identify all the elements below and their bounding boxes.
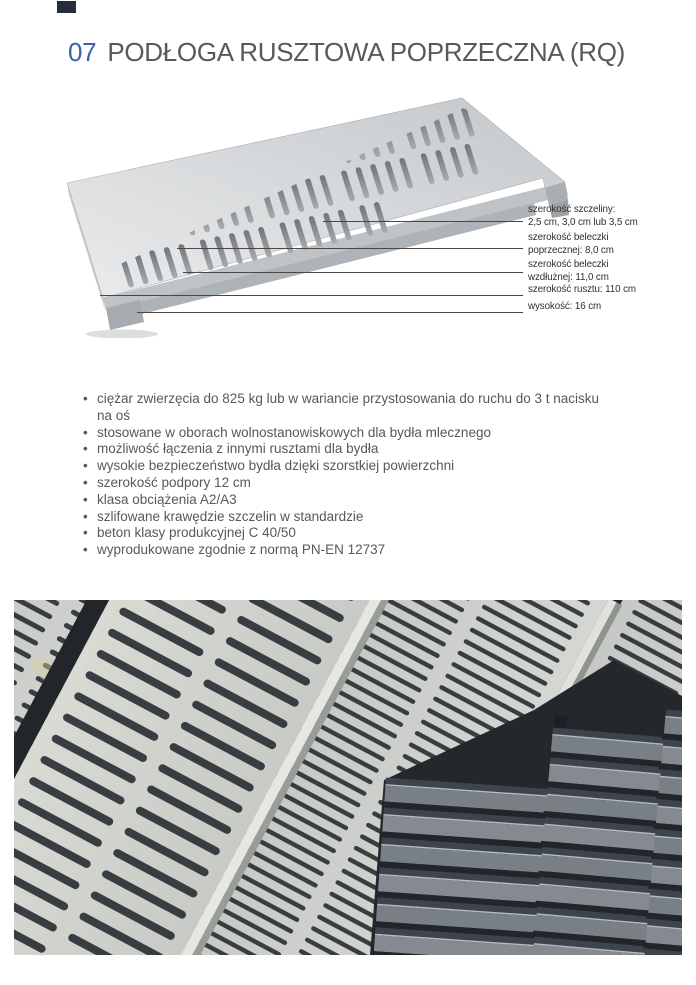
leader-line-4 [100, 295, 523, 296]
product-illustration [60, 88, 570, 338]
feature-item: • szerokość podpory 12 cm [80, 475, 609, 492]
feature-item: • wysokie bezpieczeństwo bydła dzięki szorstkiej powierzchni [80, 458, 609, 475]
corner-accent-square [57, 1, 76, 13]
callout-cross-beam [528, 232, 694, 258]
features-list [80, 391, 610, 559]
leader-line-5 [137, 312, 523, 313]
page-number: 07 [68, 37, 97, 67]
callout-text: szerokość beleczki [528, 232, 609, 243]
callout-text: szerokość beleczki [528, 259, 609, 270]
callout-text: szerokość rusztu: 110 cm [528, 284, 636, 295]
stack-column-1 [369, 777, 557, 955]
feature-item: • szlifowane krawędzie szczelin w standardzie [80, 509, 609, 526]
leader-line-1 [323, 221, 523, 222]
product-photo [14, 600, 682, 955]
feature-item: • ciężar zwierzęcia do 825 kg lub w wariancie przystosowania do ruchu do 3 t nacisku na oś [80, 391, 609, 425]
page-header [68, 37, 625, 68]
leader-line-3 [183, 272, 523, 273]
callout-slot-width [528, 204, 694, 230]
feature-item: • możliwość łączenia z innymi rusztami dla bydła [80, 441, 609, 458]
feature-item: • beton klasy produkcyjnej C 40/50 [80, 525, 609, 542]
callout-text: wysokość: 16 cm [528, 301, 602, 312]
callout-text: 2,5 cm, 3,0 cm lub 3,5 cm [528, 216, 638, 228]
callout-text: szerokość szczeliny: [528, 204, 616, 215]
page-title: PODŁOGA RUSZTOWA POPRZECZNA (RQ) [107, 37, 626, 67]
leader-line-2 [177, 248, 523, 249]
feature-item: • stosowane w oborach wolnostanowiskowych dla bydła mlecznego [80, 425, 609, 442]
callout-height [528, 301, 694, 314]
slab-shadow [86, 330, 158, 339]
callout-text: poprzecznej: 8,0 cm [528, 244, 614, 256]
callout-text: wzdłużnej: 11,0 cm [528, 271, 609, 283]
feature-item: • wyprodukowane zgodnie z normą PN-EN 12737 [80, 542, 609, 559]
feature-item: • klasa obciążenia A2/A3 [80, 492, 609, 509]
callout-grate-width [528, 284, 694, 297]
callout-long-beam [528, 259, 694, 285]
